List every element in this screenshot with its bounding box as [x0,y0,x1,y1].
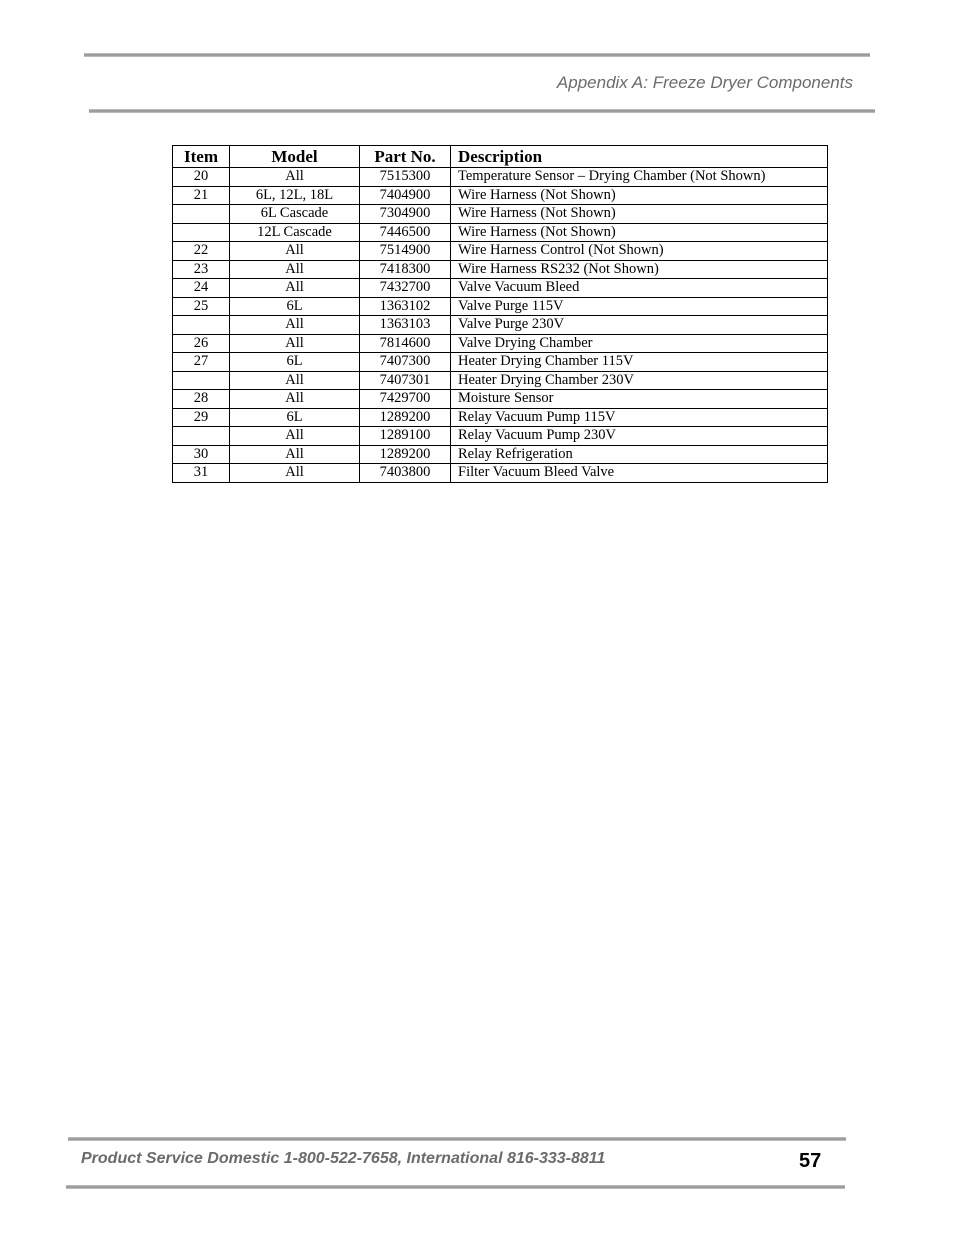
table-row [173,223,828,242]
cell-item: 30 [173,445,230,464]
cell-description: Temperature Sensor – Drying Chamber (Not Shown) [451,168,828,187]
cell-part-no: 7814600 [360,334,451,353]
cell-description: Filter Vacuum Bleed Valve [451,464,828,483]
cell-description: Relay Refrigeration [451,445,828,464]
cell-part-no: 1289200 [360,445,451,464]
table-header-row [173,146,828,168]
cell-item: 23 [173,260,230,279]
table-row [173,186,828,205]
footer-rule-bottom [66,1185,845,1189]
cell-model: 6L [230,408,360,427]
table-row [173,279,828,298]
cell-part-no: 7403800 [360,464,451,483]
cell-item: 22 [173,242,230,261]
cell-model: 6L Cascade [230,205,360,224]
parts-table [172,145,828,483]
cell-description: Wire Harness (Not Shown) [451,205,828,224]
cell-item: 20 [173,168,230,187]
cell-description: Wire Harness RS232 (Not Shown) [451,260,828,279]
table-row [173,205,828,224]
cell-item: 29 [173,408,230,427]
cell-part-no: 7432700 [360,279,451,298]
header-part-no: Part No. [360,146,451,168]
header-description: Description [451,146,828,168]
cell-description: Heater Drying Chamber 230V [451,371,828,390]
cell-item: 25 [173,297,230,316]
table-row [173,408,828,427]
footer-rule-top [68,1137,846,1141]
table-row [173,297,828,316]
cell-model: All [230,168,360,187]
cell-description: Valve Purge 230V [451,316,828,335]
table-row [173,390,828,409]
cell-item: 27 [173,353,230,372]
cell-model: 12L Cascade [230,223,360,242]
cell-item [173,427,230,446]
cell-model: All [230,316,360,335]
cell-model: All [230,445,360,464]
cell-part-no: 1289200 [360,408,451,427]
header-rule-top [84,53,870,57]
header-item: Item [173,146,230,168]
cell-item: 24 [173,279,230,298]
cell-part-no: 7407301 [360,371,451,390]
cell-model: All [230,390,360,409]
cell-part-no: 7515300 [360,168,451,187]
table-row [173,242,828,261]
cell-part-no: 7429700 [360,390,451,409]
cell-part-no: 1289100 [360,427,451,446]
page-number: 57 [799,1150,822,1172]
table-row [173,316,828,335]
cell-description: Wire Harness Control (Not Shown) [451,242,828,261]
cell-part-no: 1363102 [360,297,451,316]
cell-model: All [230,242,360,261]
cell-model: All [230,334,360,353]
cell-description: Relay Vacuum Pump 230V [451,427,828,446]
cell-description: Heater Drying Chamber 115V [451,353,828,372]
cell-model: 6L [230,353,360,372]
cell-model: 6L [230,297,360,316]
cell-model: All [230,371,360,390]
cell-model: All [230,260,360,279]
cell-description: Relay Vacuum Pump 115V [451,408,828,427]
cell-description: Valve Vacuum Bleed [451,279,828,298]
cell-part-no: 7514900 [360,242,451,261]
cell-model: All [230,279,360,298]
cell-description: Moisture Sensor [451,390,828,409]
cell-item: 28 [173,390,230,409]
cell-item [173,205,230,224]
cell-model: 6L, 12L, 18L [230,186,360,205]
table-row [173,260,828,279]
header-title: Appendix A: Freeze Dryer Components [556,73,853,92]
cell-description: Valve Purge 115V [451,297,828,316]
cell-item [173,223,230,242]
cell-part-no: 7404900 [360,186,451,205]
cell-part-no: 7446500 [360,223,451,242]
table-row [173,371,828,390]
cell-item [173,371,230,390]
cell-part-no: 7418300 [360,260,451,279]
cell-part-no: 7407300 [360,353,451,372]
cell-item [173,316,230,335]
table-row [173,334,828,353]
footer-contact-text: Product Service Domestic 1-800-522-7658, International 816-333-8811 [81,1150,606,1167]
header-model: Model [230,146,360,168]
cell-description: Wire Harness (Not Shown) [451,186,828,205]
cell-model: All [230,427,360,446]
table-row [173,445,828,464]
header-rule-bottom [89,109,875,113]
cell-part-no: 1363103 [360,316,451,335]
table-row [173,464,828,483]
parts-table-body [173,168,828,483]
cell-item: 21 [173,186,230,205]
cell-item: 31 [173,464,230,483]
table-row [173,353,828,372]
table-row [173,168,828,187]
cell-description: Wire Harness (Not Shown) [451,223,828,242]
cell-description: Valve Drying Chamber [451,334,828,353]
cell-part-no: 7304900 [360,205,451,224]
cell-item: 26 [173,334,230,353]
cell-model: All [230,464,360,483]
table-row [173,427,828,446]
